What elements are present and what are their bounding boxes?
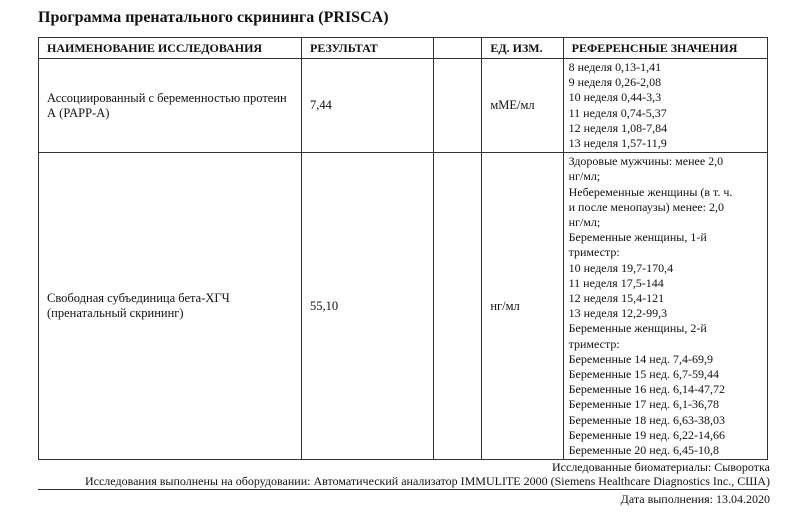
table-row xyxy=(39,153,768,460)
reference-values xyxy=(563,59,767,153)
reference-line: 12 неделя 1,08-7,84 xyxy=(568,120,668,135)
table-row xyxy=(39,59,768,153)
reference-line: 8 неделя 0,13-1,41 xyxy=(568,60,662,74)
test-result: 7,44 xyxy=(302,59,434,153)
test-unit: нг/мл xyxy=(482,153,563,460)
divider xyxy=(38,489,768,490)
header-name: НАИМЕНОВАНИЕ ИССЛЕДОВАНИЯ xyxy=(39,38,302,59)
reference-line: 11 неделя 0,74-5,37 xyxy=(568,105,667,120)
reference-line: триместр: xyxy=(568,336,620,351)
reference-line: Беременные женщины, 1-й xyxy=(568,230,707,245)
reference-line: Небеременные женщины (в т. ч. xyxy=(568,184,733,199)
header-unit: ЕД. ИЗМ. xyxy=(482,38,563,59)
reference-line: нг/мл; xyxy=(568,215,601,230)
reference-line: Беременные женщины, 2-й xyxy=(568,321,707,336)
reference-line: Беременные 16 нед. 6,14-47,72 xyxy=(568,382,725,397)
execution-date: Дата выполнения: 13.04.2020 xyxy=(620,492,770,507)
reference-line: Беременные 14 нед. 7,4-69,9 xyxy=(568,351,713,366)
reference-values xyxy=(563,153,767,460)
report xyxy=(38,8,768,506)
reference-line: Беременные 17 нед. 6,1-36,78 xyxy=(568,397,719,412)
reference-line: и после менопаузы) менее: 2,0 xyxy=(568,199,724,214)
reference-line: 11 неделя 17,5-144 xyxy=(568,275,664,290)
reference-line: 9 неделя 0,26-2,08 xyxy=(568,75,662,90)
reference-line: Беременные 15 нед. 6,7-59,44 xyxy=(568,367,719,382)
test-name: Свободная субъединица бета-ХГЧ (пренатальный скрининг) xyxy=(39,153,302,460)
reference-line: нг/мл; xyxy=(568,169,601,184)
reference-line: 13 неделя 12,2-99,3 xyxy=(568,306,668,321)
header-result: РЕЗУЛЬТАТ xyxy=(302,38,434,59)
reference-line: 13 неделя 1,57-11,9 xyxy=(568,136,667,151)
reference-line: Беременные 20 нед. 6,45-10,8 xyxy=(568,443,719,458)
reference-line: триместр: xyxy=(568,245,620,260)
results-table xyxy=(38,37,768,460)
reference-line: Беременные 19 нед. 6,22-14,66 xyxy=(568,427,725,442)
reference-line: 10 неделя 0,44-3,3 xyxy=(568,90,662,105)
biomaterial-note: Исследованные биоматериалы: Сыворотка xyxy=(552,460,770,475)
reference-line: 12 неделя 15,4-121 xyxy=(568,291,665,306)
test-name: Ассоциированный с беременностью протеин А (PAPP-A) xyxy=(39,59,302,153)
reference-line: Беременные 18 нед. 6,63-38,03 xyxy=(568,412,725,427)
header-refs: РЕФЕРЕНСНЫЕ ЗНАЧЕНИЯ xyxy=(563,38,767,59)
page-title: Программа пренатального скрининга (PRISCA) xyxy=(38,9,389,26)
reference-line: 10 неделя 19,7-170,4 xyxy=(568,260,674,275)
test-result: 55,10 xyxy=(302,153,434,460)
table-header xyxy=(39,38,768,59)
test-unit: мМЕ/мл xyxy=(482,59,563,153)
equipment-note: Исследования выполнены на оборудовании: Автоматический анализатор IMMULITE 2000 (Siemens Healthcare Diagnostics Inc., США) xyxy=(84,474,770,489)
blank-cell xyxy=(434,153,482,460)
header-blank xyxy=(434,38,482,59)
blank-cell xyxy=(434,59,482,153)
reference-line: Здоровые мужчины: менее 2,0 xyxy=(568,154,724,169)
